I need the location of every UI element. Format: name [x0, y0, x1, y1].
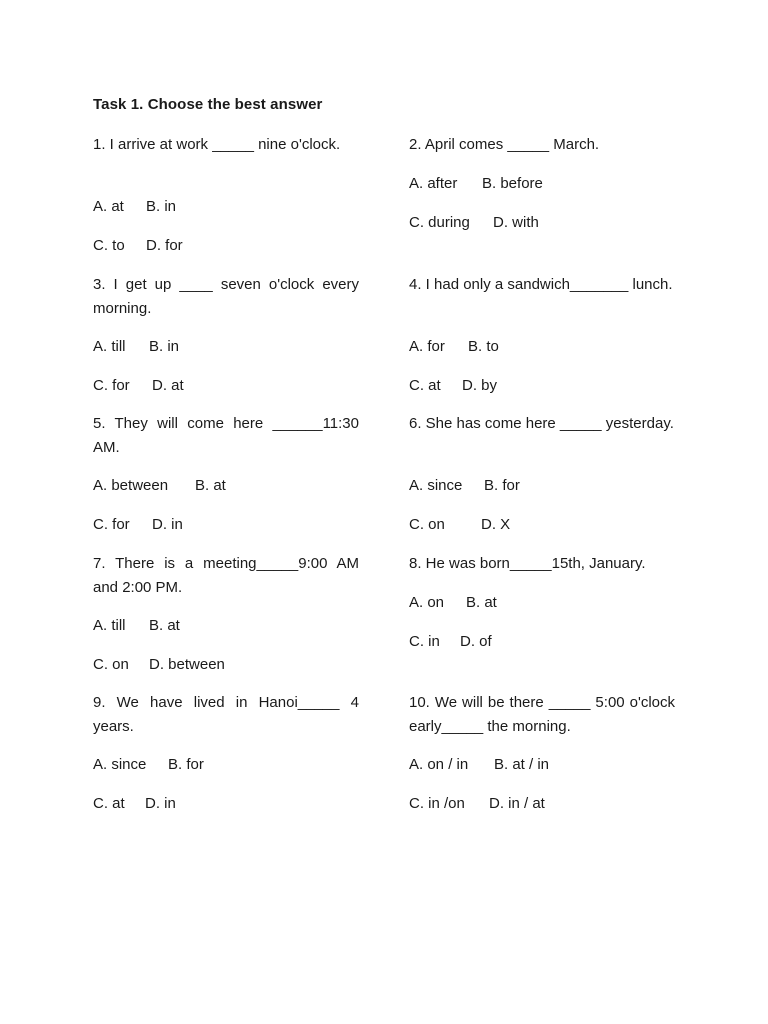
option-c[interactable]: C. on	[409, 516, 445, 533]
question-text: 8. He was born_____15th, January.	[409, 555, 646, 572]
question-7	[93, 552, 359, 673]
option-a[interactable]: A. till	[93, 338, 126, 355]
question-8	[409, 552, 675, 650]
options-row-ab	[409, 593, 497, 613]
options-row-ab	[93, 476, 226, 496]
question-text: 9. We have lived in Hanoi_____ 4 years.	[93, 694, 359, 735]
option-a[interactable]: A. after	[409, 175, 458, 192]
option-a[interactable]: A. on / in	[409, 756, 469, 773]
option-d[interactable]: D. in	[152, 516, 183, 533]
option-c[interactable]: C. on	[93, 656, 129, 673]
options-row-ab	[93, 616, 180, 636]
option-c[interactable]: C. for	[93, 516, 130, 533]
option-d[interactable]: D. of	[460, 633, 492, 650]
option-a[interactable]: A. since	[93, 756, 147, 773]
option-c[interactable]: C. at	[409, 377, 441, 394]
question-2	[409, 133, 675, 231]
option-b[interactable]: B. in	[146, 198, 177, 215]
option-d[interactable]: D. at	[152, 377, 184, 394]
option-c[interactable]: C. in /on	[409, 795, 465, 812]
option-d[interactable]: D. X	[481, 516, 511, 533]
option-d[interactable]: D. between	[149, 656, 225, 673]
options-row-ab	[93, 755, 204, 775]
option-a[interactable]: A. till	[93, 617, 126, 634]
option-d[interactable]: D. for	[146, 237, 183, 254]
options-row-cd	[93, 376, 184, 396]
option-b[interactable]: B. to	[468, 338, 499, 355]
option-d[interactable]: D. in / at	[489, 795, 545, 812]
question-9	[93, 691, 359, 812]
option-d[interactable]: D. with	[493, 214, 539, 231]
question-text: 6. She has come here _____ yesterday.	[409, 415, 674, 432]
options-row-ab	[93, 337, 179, 357]
options-row-cd	[409, 794, 545, 814]
question-3	[93, 273, 359, 394]
option-c[interactable]: C. during	[409, 214, 470, 231]
options-row-cd	[409, 376, 497, 396]
option-b[interactable]: B. at	[149, 617, 180, 634]
option-b[interactable]: B. before	[482, 175, 543, 192]
task-title: Task 1. Choose the best answer	[93, 96, 323, 113]
option-a[interactable]: A. on	[409, 594, 445, 611]
option-c[interactable]: C. at	[93, 795, 125, 812]
options-row-cd	[409, 515, 510, 535]
question-text: 5. They will come here ______11:30 AM.	[93, 415, 359, 456]
options-row-cd	[409, 632, 492, 652]
options-row-cd	[93, 655, 225, 675]
question-6	[409, 412, 675, 533]
options-row-cd	[93, 236, 183, 256]
option-d[interactable]: D. in	[145, 795, 176, 812]
option-b[interactable]: B. at / in	[494, 756, 550, 773]
question-text: 10. We will be there _____ 5:00 o'clock early_____ the morning.	[409, 694, 675, 735]
option-a[interactable]: A. since	[409, 477, 463, 494]
options-row-ab	[409, 476, 520, 496]
question-text: 4. I had only a sandwich_______ lunch.	[409, 276, 673, 293]
question-10	[409, 691, 675, 812]
question-text: 1. I arrive at work _____ nine o'clock.	[93, 136, 341, 153]
question-text: 3. I get up ____ seven o'clock every morning.	[93, 276, 359, 317]
option-b[interactable]: B. in	[149, 338, 180, 355]
question-text: 7. There is a meeting_____9:00 AM and 2:00 PM.	[93, 555, 359, 596]
option-a[interactable]: A. between	[93, 477, 169, 494]
option-a[interactable]: A. at	[93, 198, 124, 215]
question-5	[93, 412, 359, 533]
options-row-cd	[93, 794, 176, 814]
option-c[interactable]: C. to	[93, 237, 125, 254]
option-b[interactable]: B. at	[195, 477, 226, 494]
options-row-cd	[93, 515, 183, 535]
options-row-cd	[409, 213, 539, 233]
question-4	[409, 273, 675, 394]
question-text: 2. April comes _____ March.	[409, 136, 600, 153]
option-d[interactable]: D. by	[462, 377, 498, 394]
option-c[interactable]: C. in	[409, 633, 440, 650]
option-b[interactable]: B. for	[484, 477, 520, 494]
question-1	[93, 133, 359, 254]
option-b[interactable]: B. for	[168, 756, 204, 773]
options-row-ab	[409, 337, 499, 357]
options-row-ab	[409, 755, 549, 775]
options-row-ab	[93, 197, 176, 217]
option-c[interactable]: C. for	[93, 377, 130, 394]
option-b[interactable]: B. at	[466, 594, 497, 611]
option-a[interactable]: A. for	[409, 338, 445, 355]
options-row-ab	[409, 174, 543, 194]
